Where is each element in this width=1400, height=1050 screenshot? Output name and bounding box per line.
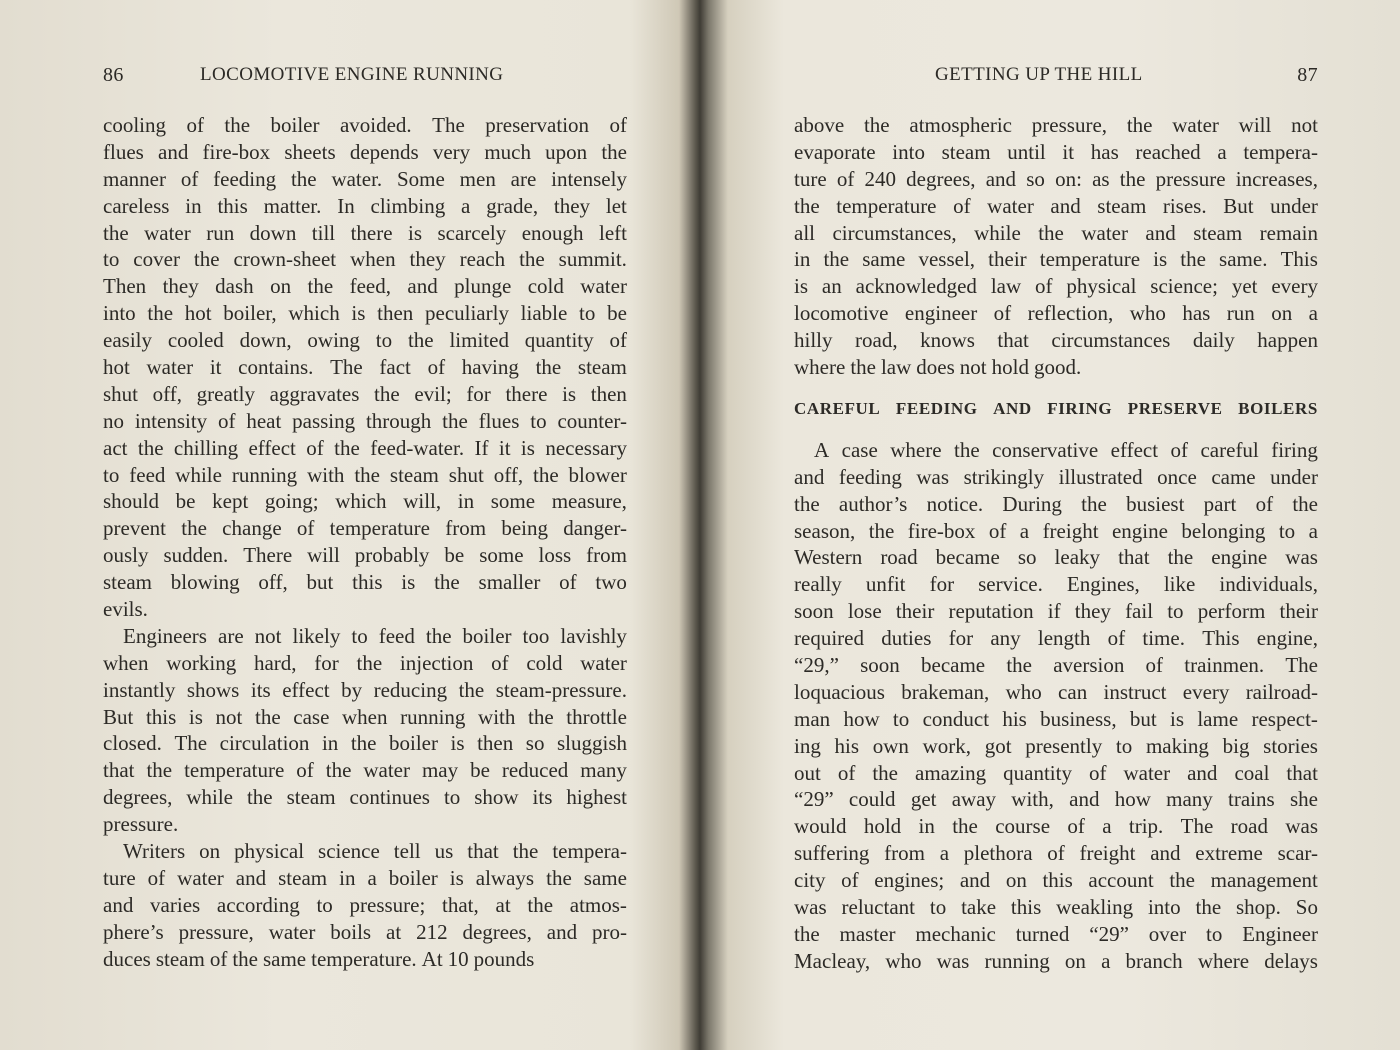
text-line: all circumstances, while the water and steam remain — [794, 220, 1318, 245]
text-line: flues and fire-box sheets depends very much upon the — [103, 139, 627, 164]
text-line: when working hard, for the injection of cold water — [103, 650, 627, 675]
text-line: phere’s pressure, water boils at 212 degrees, and pro- — [103, 919, 627, 944]
text-line: hilly road, knows that circumstances daily happen — [794, 328, 1318, 353]
text-line: ously sudden. There will probably be some loss from — [103, 543, 627, 568]
text-line: locomotive engineer of reflection, who has run on a — [794, 301, 1318, 326]
text-line: evils. — [103, 597, 148, 622]
text-line: was reluctant to take this weakling into the shop. So — [794, 895, 1318, 920]
text-line: man how to conduct his business, but is lame respect- — [794, 706, 1318, 731]
text-line: required duties for any length of time. This engine, — [794, 626, 1318, 651]
text-line: Western road became so leaky that the engine was — [794, 545, 1318, 570]
text-line: duces steam of the same temperature. At 10 pounds — [103, 946, 535, 971]
text-line: “29,” soon became the aversion of trainmen. The — [794, 653, 1318, 678]
text-line: the water run down till there is scarcely enough left — [103, 220, 627, 245]
text-line: should be kept going; which will, in some measure, — [103, 489, 627, 514]
text-line: act the chilling effect of the feed-water. If it is necessary — [103, 435, 627, 460]
text-line: the temperature of water and steam rises. But under — [794, 193, 1318, 218]
text-line: prevent the change of temperature from being danger- — [103, 516, 627, 541]
text-line: where the law does not hold good. — [794, 355, 1082, 380]
text-line: to feed while running with the steam shut off, the blower — [103, 462, 627, 487]
text-line: Engineers are not likely to feed the boiler too lavishly — [123, 623, 627, 648]
text-line: above the atmospheric pressure, the water will not — [794, 113, 1318, 137]
text-line: suffering from a plethora of freight and extreme scar- — [794, 841, 1318, 866]
text-line: evaporate into steam until it has reached a tempera- — [794, 139, 1318, 164]
right-page-number: 87 — [1297, 64, 1318, 86]
left-page-body — [103, 112, 627, 973]
text-line: soon lose their reputation if they fail to perform their — [794, 599, 1318, 624]
text-line: season, the fire-box of a freight engine belonging to a — [794, 518, 1318, 543]
text-line: But this is not the case when running with the throttle — [103, 704, 627, 729]
text-line: A case where the conservative effect of careful firing — [814, 437, 1318, 462]
text-line: pressure. — [103, 812, 179, 837]
section-heading: CAREFUL FEEDING AND FIRING PRESERVE BOILERS — [794, 398, 1318, 418]
text-line: and feeding was strikingly illustrated once came under — [794, 464, 1318, 489]
text-line: and varies according to pressure; that, at the atmos- — [103, 892, 627, 917]
right-page-body — [794, 112, 1318, 975]
text-line: easily cooled down, owing to the limited quantity of — [103, 328, 627, 353]
text-line: hot water it contains. The fact of having the steam — [103, 355, 627, 380]
left-running-head — [103, 64, 627, 92]
text-line: into the hot boiler, which is then peculiarly liable to be — [103, 301, 627, 326]
left-page — [103, 0, 627, 1050]
text-line: degrees, while the steam continues to show its highest — [103, 785, 627, 810]
text-line: is an acknowledged law of physical science; yet every — [794, 274, 1318, 299]
text-line: the author’s notice. During the busiest part of the — [794, 491, 1318, 516]
text-line: Macleay, who was running on a branch where delays — [794, 948, 1318, 973]
text-line: out of the amazing quantity of water and coal that — [794, 760, 1318, 785]
text-line: to cover the crown-sheet when they reach the summit. — [103, 247, 627, 272]
right-page — [794, 0, 1318, 1050]
text-line: city of engines; and on this account the management — [794, 868, 1318, 893]
text-line: careless in this matter. In climbing a grade, they let — [103, 193, 627, 218]
left-running-title: LOCOMOTIVE ENGINE RUNNING — [200, 64, 504, 85]
text-line: “29” could get away with, and how many trains she — [794, 787, 1318, 812]
text-line: Then they dash on the feed, and plunge cold water — [103, 274, 627, 299]
text-line: cooling of the boiler avoided. The preservation of — [103, 113, 627, 137]
text-line: shut off, greatly aggravates the evil; for there is then — [103, 381, 627, 406]
text-line: manner of feeding the water. Some men are intensely — [103, 166, 627, 191]
text-line: would hold in the course of a trip. The road was — [794, 814, 1318, 839]
text-line: that the temperature of the water may be reduced many — [103, 758, 627, 783]
text-line: no intensity of heat passing through the flues to counter- — [103, 408, 627, 433]
text-line: closed. The circulation in the boiler is then so sluggish — [103, 731, 627, 756]
text-line: ture of water and steam in a boiler is always the same — [103, 865, 627, 890]
text-line: Writers on physical science tell us that the tempera- — [123, 839, 627, 864]
text-line: in the same vessel, their temperature is the same. This — [794, 247, 1318, 272]
text-line: ing his own work, got presently to making big stories — [794, 733, 1318, 758]
left-page-number: 86 — [103, 64, 124, 86]
right-running-title: GETTING UP THE HILL — [935, 64, 1143, 85]
text-line: really unfit for service. Engines, like individuals, — [794, 572, 1318, 597]
text-line: steam blowing off, but this is the smaller of two — [103, 570, 627, 595]
text-line: instantly shows its effect by reducing the steam-pressure. — [103, 677, 627, 702]
text-line: ture of 240 degrees, and so on: as the pressure increases, — [794, 166, 1318, 191]
right-running-head — [794, 64, 1318, 92]
text-line: the master mechanic turned “29” over to Engineer — [794, 921, 1318, 946]
text-line: loquacious brakeman, who can instruct every railroad- — [794, 679, 1318, 704]
